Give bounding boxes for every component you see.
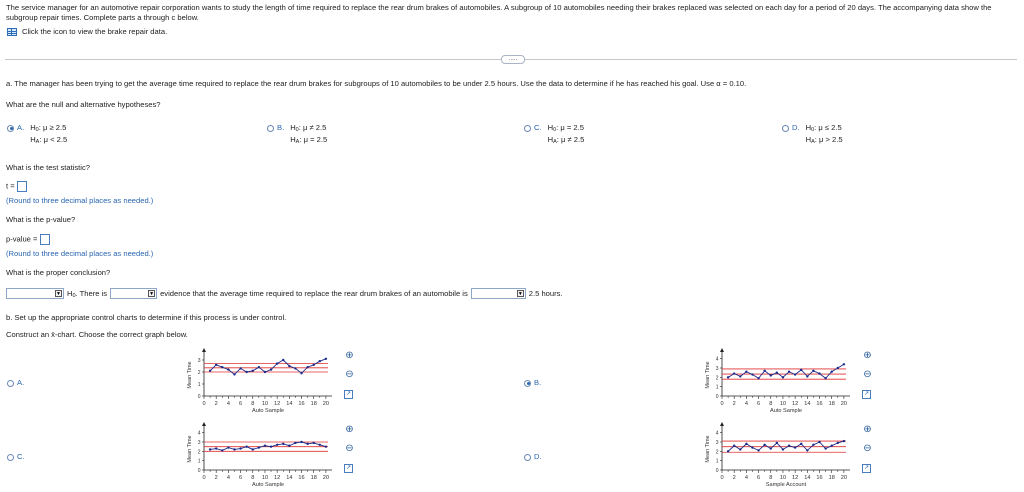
t-input[interactable] (17, 181, 27, 192)
popout-icon[interactable]: ↗ (863, 465, 870, 471)
x-tick-label: 0 (720, 401, 724, 407)
x-tick-label: 16 (816, 475, 823, 481)
zoom-in-icon[interactable]: ⊕ (863, 424, 872, 435)
radio-button[interactable] (524, 125, 531, 132)
y-tick-label: 1 (197, 458, 201, 465)
data-point (300, 441, 302, 443)
option-letter: D. (534, 452, 542, 461)
x-tick-label: 18 (828, 401, 835, 407)
data-point (800, 443, 802, 445)
data-point (843, 440, 845, 442)
y-tick-label: 0 (715, 394, 719, 400)
x-tick-label: 20 (322, 401, 330, 407)
data-point (233, 448, 235, 450)
data-point (824, 447, 826, 449)
y-tick-label: 2 (197, 370, 201, 376)
conclusion-end: 2.5 hours. (528, 289, 563, 298)
y-tick-label: 4 (715, 356, 719, 363)
popout-icon[interactable]: ↗ (345, 391, 352, 397)
x-tick-label: 18 (828, 475, 835, 481)
conclusion-h0: $H_0$. There is (67, 288, 108, 299)
null-hypothesis: $H_0$: μ = 2.5 (547, 123, 584, 133)
y-axis-label: Mean Time (705, 435, 711, 463)
data-point (233, 373, 235, 375)
x-tick-label: 16 (298, 475, 305, 481)
zoom-in-icon[interactable]: ⊕ (345, 350, 354, 361)
x-tick-label: 12 (274, 475, 281, 481)
data-point (757, 449, 759, 451)
x-tick-label: 20 (322, 475, 330, 481)
control-chart-c (184, 420, 339, 492)
radio-button[interactable] (524, 380, 531, 387)
data-point (824, 377, 826, 379)
data-point (727, 450, 729, 452)
data-point (837, 367, 839, 369)
option-letter: D. (792, 123, 800, 132)
conclusion-prompt: What is the proper conclusion? (6, 268, 111, 277)
chart-option-c[interactable] (7, 452, 25, 461)
x-tick-label: 8 (251, 401, 255, 407)
data-point (221, 366, 223, 368)
data-point (770, 374, 772, 376)
data-point (258, 446, 260, 448)
conclusion-middle: evidence that the average time required to replace the rear drum brakes of an automobile is (160, 289, 468, 298)
data-point (319, 360, 321, 362)
data-point (325, 358, 327, 360)
data-point (239, 367, 241, 369)
option-letter: B. (277, 123, 285, 132)
x-tick-label: 10 (779, 475, 787, 481)
x-tick-label: 8 (251, 475, 255, 481)
null-hypothesis: $H_0$: μ ≠ 2.5 (290, 123, 327, 133)
data-point (245, 371, 247, 373)
data-point (252, 448, 254, 450)
comparison-dropdown[interactable] (471, 288, 526, 299)
x-axis-label: Auto Sample (251, 482, 285, 488)
data-point (843, 363, 845, 365)
data-point (276, 362, 278, 364)
option-letter: C. (534, 123, 542, 132)
x-tick-label: 10 (261, 475, 269, 481)
data-point (209, 370, 211, 372)
t-row (6, 181, 27, 192)
option-letter: B. (534, 378, 542, 387)
option-letter: C. (17, 452, 25, 461)
zoom-out-icon[interactable]: ⊖ (863, 369, 872, 380)
x-tick-label: 2 (214, 401, 218, 407)
data-point (239, 447, 241, 449)
p-value-prompt: What is the p-value? (6, 215, 76, 224)
data-point (818, 441, 820, 443)
y-tick-label: 3 (197, 358, 201, 364)
alternative-hypothesis: $H_A$: μ < 2.5 (30, 135, 68, 145)
chevron-down-icon: ▼ (517, 291, 523, 297)
radio-button[interactable] (7, 454, 14, 461)
data-point (806, 449, 808, 451)
alternative-hypothesis: $H_A$: μ > 2.5 (805, 135, 843, 145)
data-point (227, 446, 229, 448)
x-tick-label: 12 (274, 401, 281, 407)
y-tick-label: 1 (715, 458, 719, 465)
chart-option-a[interactable] (7, 378, 24, 387)
data-point (215, 447, 217, 449)
hypothesis-option-b[interactable] (267, 123, 327, 147)
y-tick-label: 1 (197, 382, 201, 388)
y-tick-label: 2 (715, 449, 719, 456)
xbar-chart (184, 346, 339, 416)
y-tick-label: 3 (715, 366, 719, 372)
x-tick-label: 2 (732, 475, 736, 481)
x-tick-label: 2 (732, 401, 736, 407)
data-point (264, 445, 266, 447)
data-point (270, 445, 272, 447)
x-tick-label: 6 (757, 401, 761, 407)
data-point (306, 366, 308, 368)
decision-dropdown[interactable] (6, 288, 64, 299)
t-round-hint: (Round to three decimal places as needed.) (6, 196, 154, 205)
y-axis-arrow (202, 348, 206, 352)
x-tick-label: 0 (202, 401, 206, 407)
data-point (739, 375, 741, 377)
option-letter: A. (17, 123, 25, 132)
data-point (745, 443, 747, 445)
data-point (306, 443, 308, 445)
y-axis-label: Mean Time (187, 361, 193, 389)
control-chart-a (184, 346, 339, 418)
evidence-dropdown[interactable] (110, 288, 157, 299)
hypothesis-option-a[interactable] (7, 123, 67, 147)
data-link[interactable] (7, 27, 167, 36)
x-tick-label: 0 (720, 475, 724, 481)
x-axis-label: Auto Sample (769, 408, 803, 414)
y-axis-arrow (202, 422, 206, 426)
conclusion-row (6, 288, 563, 299)
x-tick-label: 8 (769, 401, 773, 407)
y-axis-arrow (720, 348, 724, 352)
y-tick-label: 2 (715, 375, 719, 382)
data-point (794, 373, 796, 375)
table-icon[interactable] (7, 28, 17, 36)
radio-button[interactable] (524, 454, 531, 461)
data-point (300, 372, 302, 374)
data-point (313, 442, 315, 444)
x-tick-label: 4 (226, 475, 230, 481)
alternative-hypothesis: $H_A$: μ = 2.5 (290, 135, 328, 145)
x-tick-label: 4 (744, 475, 748, 481)
x-tick-label: 10 (779, 401, 787, 407)
x-tick-label: 14 (286, 401, 293, 407)
part-b-question: b. Set up the appropriate control charts to determine if this process is under control. (6, 313, 287, 322)
chevron-down-icon: ▼ (149, 291, 155, 297)
x-tick-label: 10 (261, 401, 269, 407)
x-tick-label: 4 (744, 401, 748, 407)
x-tick-label: 14 (804, 475, 811, 481)
control-chart-d (702, 420, 857, 492)
y-tick-label: 3 (197, 440, 201, 446)
data-point (221, 449, 223, 451)
data-point (745, 371, 747, 373)
data-point (258, 366, 260, 368)
y-tick-label: 2 (197, 449, 201, 456)
data-point (770, 447, 772, 449)
data-point (776, 371, 778, 373)
data-point (831, 371, 833, 373)
chevron-down-icon: ▼ (56, 291, 61, 297)
data-point (831, 445, 833, 447)
construct-prompt: Construct an x̄-chart. Choose the correct graph below. (6, 330, 188, 339)
data-point (288, 445, 290, 447)
y-axis-arrow (720, 422, 724, 426)
data-point (215, 364, 217, 366)
data-point (319, 444, 321, 446)
xbar-chart (184, 420, 339, 490)
test-statistic-prompt: What is the test statistic? (6, 163, 90, 172)
y-tick-label: 4 (715, 430, 719, 437)
chart-option-b[interactable] (524, 378, 541, 387)
series-line (728, 441, 844, 451)
x-axis-label: Sample Account (765, 482, 807, 488)
y-tick-label: 0 (715, 468, 719, 474)
data-point (282, 359, 284, 361)
x-tick-label: 0 (202, 475, 206, 481)
data-point (751, 446, 753, 448)
x-tick-label: 16 (298, 401, 305, 407)
data-point (288, 365, 290, 367)
x-tick-label: 20 (840, 401, 848, 407)
data-point (776, 442, 778, 444)
data-point (800, 369, 802, 371)
data-point (294, 367, 296, 369)
data-point (282, 443, 284, 445)
x-tick-label: 6 (239, 401, 243, 407)
radio-button[interactable] (782, 125, 789, 132)
y-axis-label: Mean Time (705, 361, 711, 389)
x-tick-label: 18 (310, 401, 317, 407)
data-point (782, 448, 784, 450)
part-a-question: a. The manager has been trying to get the average time required to replace the rear drum brakes for subgroups of 10 automobiles to be under 2.5 hours. Use the data to determine if he has reached his goal. Use α = 0.10. (6, 79, 747, 88)
data-point (782, 376, 784, 378)
data-point (245, 445, 247, 447)
data-point (806, 375, 808, 377)
data-link-label[interactable]: Click the icon to view the brake repair data. (22, 27, 168, 36)
zoom-in-icon[interactable]: ⊕ (863, 350, 872, 361)
expand-button[interactable]: ..... (501, 55, 525, 64)
data-point (763, 444, 765, 446)
x-tick-label: 16 (816, 401, 823, 407)
xbar-chart (702, 420, 857, 490)
data-point (733, 445, 735, 447)
popout-icon[interactable]: ↗ (345, 465, 352, 471)
data-point (837, 442, 839, 444)
y-tick-label: 3 (715, 440, 719, 446)
xbar-chart (702, 346, 857, 416)
y-axis-label: Mean Time (187, 435, 193, 463)
radio-button[interactable] (267, 125, 274, 132)
control-chart-b (702, 346, 857, 418)
data-point (270, 368, 272, 370)
zoom-out-icon[interactable]: ⊖ (345, 369, 354, 380)
data-point (757, 377, 759, 379)
x-tick-label: 6 (757, 475, 761, 481)
data-point (227, 368, 229, 370)
x-tick-label: 20 (840, 475, 848, 481)
y-tick-label: 4 (197, 430, 201, 437)
x-tick-label: 18 (310, 475, 317, 481)
data-point (325, 445, 327, 447)
x-tick-label: 12 (792, 475, 799, 481)
data-point (209, 448, 211, 450)
null-hypothesis: $H_0$: μ ≥ 2.5 (30, 123, 67, 133)
y-tick-label: 0 (197, 394, 201, 400)
data-point (294, 442, 296, 444)
p-value-label: p-value = (6, 234, 38, 244)
y-tick-label: 1 (715, 384, 719, 391)
x-tick-label: 6 (239, 475, 243, 481)
problem-intro: The service manager for an automotive repair corporation wants to study the length of time required to replace the rear drum brakes of automobiles. A subgroup of 10 automobiles needing their brakes replaced was selected on each day for a period of 20 days. The accompanying data show the subgroup repair times. Complete parts a through c below. (6, 3, 992, 22)
data-point (751, 373, 753, 375)
data-point (727, 376, 729, 378)
null-hypothesis: $H_0$: μ ≤ 2.5 (805, 123, 842, 133)
y-tick-label: 0 (197, 468, 201, 474)
p-value-input[interactable] (40, 234, 50, 245)
p-round-hint: (Round to three decimal places as needed.) (6, 249, 154, 258)
hypothesis-option-d[interactable] (782, 123, 843, 147)
zoom-out-icon[interactable]: ⊖ (345, 443, 354, 454)
x-tick-label: 2 (214, 475, 218, 481)
popout-icon[interactable]: ↗ (863, 391, 870, 397)
t-label: t = (6, 181, 15, 191)
data-point (763, 370, 765, 372)
alternative-hypothesis: $H_A$: μ ≠ 2.5 (547, 135, 585, 145)
data-point (264, 371, 266, 373)
data-point (739, 448, 741, 450)
x-tick-label: 12 (792, 401, 799, 407)
radio-button[interactable] (7, 125, 14, 132)
chart-option-d[interactable] (524, 452, 542, 461)
x-tick-label: 14 (286, 475, 293, 481)
data-point (788, 445, 790, 447)
hypothesis-option-c[interactable] (524, 123, 584, 147)
hypotheses-prompt: What are the null and alternative hypotheses? (6, 100, 161, 109)
x-axis-label: Auto Sample (251, 408, 285, 414)
zoom-out-icon[interactable]: ⊖ (863, 443, 872, 454)
data-point (313, 364, 315, 366)
data-point (818, 372, 820, 374)
data-point (276, 444, 278, 446)
zoom-in-icon[interactable]: ⊕ (345, 424, 354, 435)
data-point (812, 370, 814, 372)
x-tick-label: 4 (226, 401, 230, 407)
p-row (6, 234, 50, 245)
data-point (794, 446, 796, 448)
radio-button[interactable] (7, 380, 14, 387)
data-point (788, 371, 790, 373)
data-point (733, 372, 735, 374)
x-tick-label: 14 (804, 401, 811, 407)
data-point (252, 370, 254, 372)
option-letter: A. (17, 378, 25, 387)
x-tick-label: 8 (769, 475, 773, 481)
data-point (812, 444, 814, 446)
